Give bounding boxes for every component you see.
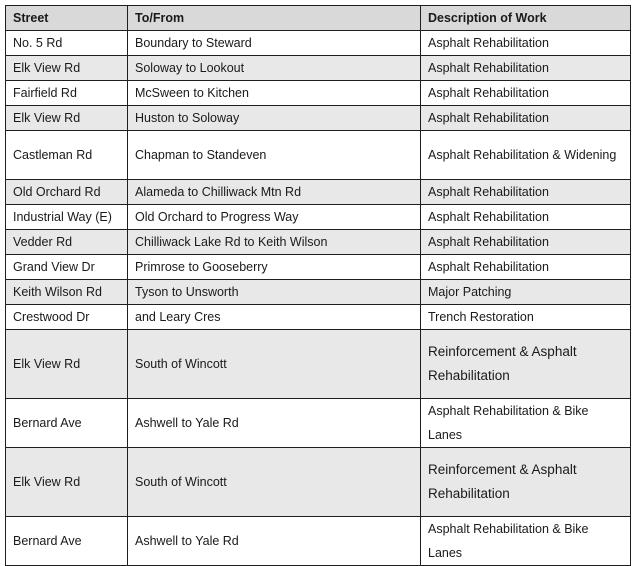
to-from-cell: South of Wincott [128,448,421,517]
table-row [6,205,631,230]
work-table [5,5,631,566]
work-cell: Reinforcement & Asphalt Rehabilitation [421,448,631,517]
to-from-cell: Ashwell to Yale Rd [128,517,421,566]
street-cell: Grand View Dr [6,255,128,280]
street-cell: Crestwood Dr [6,305,128,330]
to-from-cell: and Leary Cres [128,305,421,330]
work-cell: Reinforcement & Asphalt Rehabilitation [421,330,631,399]
header-street: Street [6,6,128,31]
street-cell: Elk View Rd [6,106,128,131]
work-cell: Asphalt Rehabilitation & Bike Lanes [421,517,631,566]
header-to-from: To/From [128,6,421,31]
table-row [6,255,631,280]
street-cell: Fairfield Rd [6,81,128,106]
street-cell: Industrial Way (E) [6,205,128,230]
table-row [6,448,631,517]
work-cell: Asphalt Rehabilitation & Widening [421,131,631,180]
to-from-cell: Chapman to Standeven [128,131,421,180]
table-row [6,131,631,180]
work-cell: Asphalt Rehabilitation [421,255,631,280]
street-cell: Elk View Rd [6,330,128,399]
work-cell: Asphalt Rehabilitation [421,56,631,81]
work-cell: Asphalt Rehabilitation [421,81,631,106]
street-cell: Elk View Rd [6,448,128,517]
header-description: Description of Work [421,6,631,31]
street-cell: Elk View Rd [6,56,128,81]
street-cell: No. 5 Rd [6,31,128,56]
to-from-cell: Primrose to Gooseberry [128,255,421,280]
table-row [6,517,631,566]
work-cell: Asphalt Rehabilitation [421,106,631,131]
table-row [6,56,631,81]
work-cell: Asphalt Rehabilitation [421,205,631,230]
to-from-cell: Old Orchard to Progress Way [128,205,421,230]
work-cell: Asphalt Rehabilitation [421,31,631,56]
table-row [6,230,631,255]
to-from-cell: Chilliwack Lake Rd to Keith Wilson [128,230,421,255]
to-from-cell: Ashwell to Yale Rd [128,399,421,448]
to-from-cell: Alameda to Chilliwack Mtn Rd [128,180,421,205]
to-from-cell: Huston to Soloway [128,106,421,131]
street-cell: Bernard Ave [6,517,128,566]
street-cell: Bernard Ave [6,399,128,448]
street-cell: Keith Wilson Rd [6,280,128,305]
to-from-cell: Boundary to Steward [128,31,421,56]
table-row [6,399,631,448]
work-cell: Asphalt Rehabilitation [421,230,631,255]
street-cell: Vedder Rd [6,230,128,255]
work-cell: Asphalt Rehabilitation & Bike Lanes [421,399,631,448]
table-row [6,330,631,399]
table-row [6,81,631,106]
to-from-cell: Tyson to Unsworth [128,280,421,305]
street-cell: Old Orchard Rd [6,180,128,205]
table-row [6,180,631,205]
table-row [6,106,631,131]
to-from-cell: McSween to Kitchen [128,81,421,106]
to-from-cell: Soloway to Lookout [128,56,421,81]
street-cell: Castleman Rd [6,131,128,180]
table-row [6,31,631,56]
header-row [6,6,631,31]
table-row [6,305,631,330]
work-cell: Asphalt Rehabilitation [421,180,631,205]
table-row [6,280,631,305]
work-cell: Major Patching [421,280,631,305]
work-cell: Trench Restoration [421,305,631,330]
to-from-cell: South of Wincott [128,330,421,399]
